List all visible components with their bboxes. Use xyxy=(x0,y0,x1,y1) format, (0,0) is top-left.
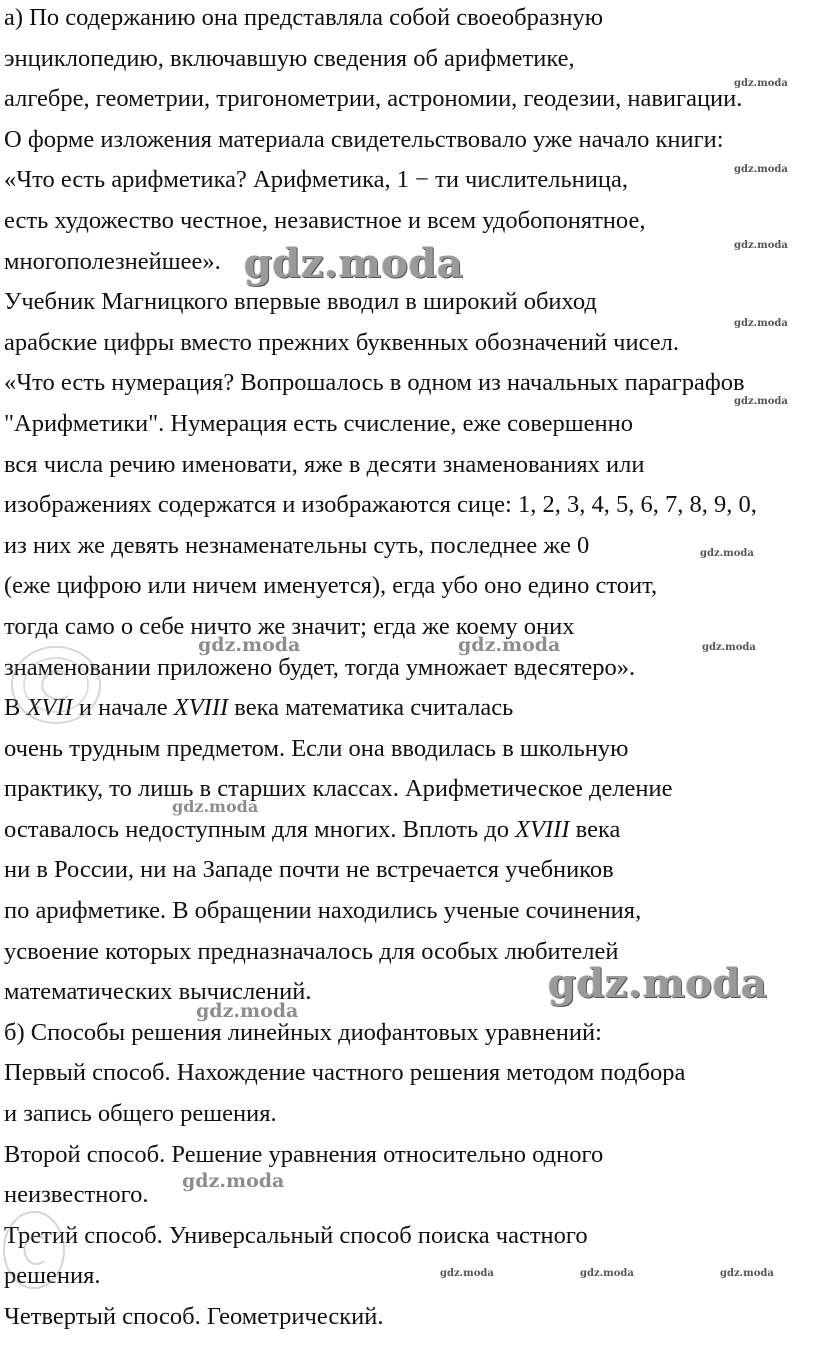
watermark: gdz.moda xyxy=(720,1268,774,1279)
text-line: знаменовании приложено будет, тогда умножает вдесятеро». xyxy=(4,653,636,681)
text-line: решения. xyxy=(4,1262,101,1290)
text-line: многополезнейшее». xyxy=(4,247,221,275)
text-line: б) Способы решения линейных диофантовых уравнений: xyxy=(4,1018,602,1046)
text-line: «Что есть нумерация? Вопрошалось в одном из начальных параграфов xyxy=(4,369,745,397)
text-line: усвоение которых предназначалось для особых любителей xyxy=(4,937,619,965)
watermark-large: gdz.moda xyxy=(548,960,768,1007)
text-line: очень трудным предметом. Если она вводилась в школьную xyxy=(4,734,629,762)
watermark-medium: gdz.moda xyxy=(196,1000,299,1022)
text-line: Второй способ. Решение уравнения относительно одного xyxy=(4,1140,604,1168)
century-line xyxy=(4,690,822,731)
watermark: gdz.moda xyxy=(440,1268,494,1279)
text-line: изображениях содержатся и изображаются сице: 1, 2, 3, 4, 5, 6, 7, 8, 9, 0, xyxy=(4,491,757,519)
century-xvii: XVII xyxy=(26,694,73,722)
century2-xviii: XVIII xyxy=(515,815,570,843)
watermark: gdz.moda xyxy=(734,396,788,407)
watermark: gdz.moda xyxy=(734,78,788,89)
century2-prefix: оставалось недоступным для многих. Вплоть до xyxy=(4,815,516,843)
watermark: gdz.moda xyxy=(734,318,788,329)
century-line-2 xyxy=(4,812,822,853)
century2-suffix: века xyxy=(569,815,621,843)
text-line: Учебник Магницкого впервые вводил в широкий обиход xyxy=(4,288,597,316)
text-line: а) По содержанию она представляла собой своеобразную xyxy=(4,4,604,31)
text-line: практику, то лишь в старших классах. Арифметическое деление xyxy=(4,775,673,803)
text-line: ни в России, ни на Западе почти не встречается учебников xyxy=(4,856,614,884)
watermark-medium: gdz.moda xyxy=(172,797,259,816)
text-line: алгебре, геометрии, тригонометрии, астрономии, геодезии, навигации. xyxy=(4,85,743,113)
text-line: есть художество честное, независтное и всем удобопонятное, xyxy=(4,206,646,234)
text-line: тогда само о себе ничто же значит; егда же коему оних xyxy=(4,612,575,640)
text-line: по арифметике. В обращении находились ученые сочинения, xyxy=(4,897,642,925)
text-line: О форме изложения материала свидетельствовало уже начало книги: xyxy=(4,125,724,153)
watermark-medium: gdz.moda xyxy=(198,634,301,656)
text-line: «Что есть арифметика? Арифметика, 1 − ти числительница, xyxy=(4,166,629,194)
text-line: математических вычислений. xyxy=(4,978,312,1006)
text-line: энциклопедию, включавшую сведения об арифметике, xyxy=(4,44,575,72)
text-line: из них же девять незнаменательны суть, последнее же 0 xyxy=(4,531,590,559)
watermark-large: gdz.moda xyxy=(244,240,464,287)
watermark: gdz.moda xyxy=(734,240,788,251)
text-line: "Арифметики". Нумерация есть счисление, еже совершенно xyxy=(4,409,633,437)
text-line: неизвестного. xyxy=(4,1181,149,1209)
text-line: Первый способ. Нахождение частного решения методом подбора xyxy=(4,1059,686,1087)
century-prefix: В xyxy=(4,694,27,722)
watermark: gdz.moda xyxy=(700,548,754,559)
text-line: и запись общего решения. xyxy=(4,1100,277,1128)
text-line: Третий способ. Универсальный способ поиска частного xyxy=(4,1221,588,1249)
century-middle: и начале xyxy=(72,694,174,722)
text-line: Четвертый способ. Геометрический. xyxy=(4,1303,384,1330)
century-xviii: XVIII xyxy=(173,694,229,722)
text-line: (еже цифрою или ничем именуется), егда убо оно едино стоит, xyxy=(4,572,658,600)
document-body xyxy=(4,0,822,1340)
watermark: gdz.moda xyxy=(702,642,756,653)
watermark: gdz.moda xyxy=(580,1268,634,1279)
text-line: вся числа речию именовати, яже в десяти знаменованиях или xyxy=(4,450,645,478)
century-suffix: века математика считалась xyxy=(228,694,514,722)
text-line: арабские цифры вместо прежних буквенных обозначений чисел. xyxy=(4,328,679,356)
watermark: gdz.moda xyxy=(734,164,788,175)
watermark-medium: gdz.moda xyxy=(458,634,561,656)
watermark-medium: gdz.moda xyxy=(182,1170,285,1192)
